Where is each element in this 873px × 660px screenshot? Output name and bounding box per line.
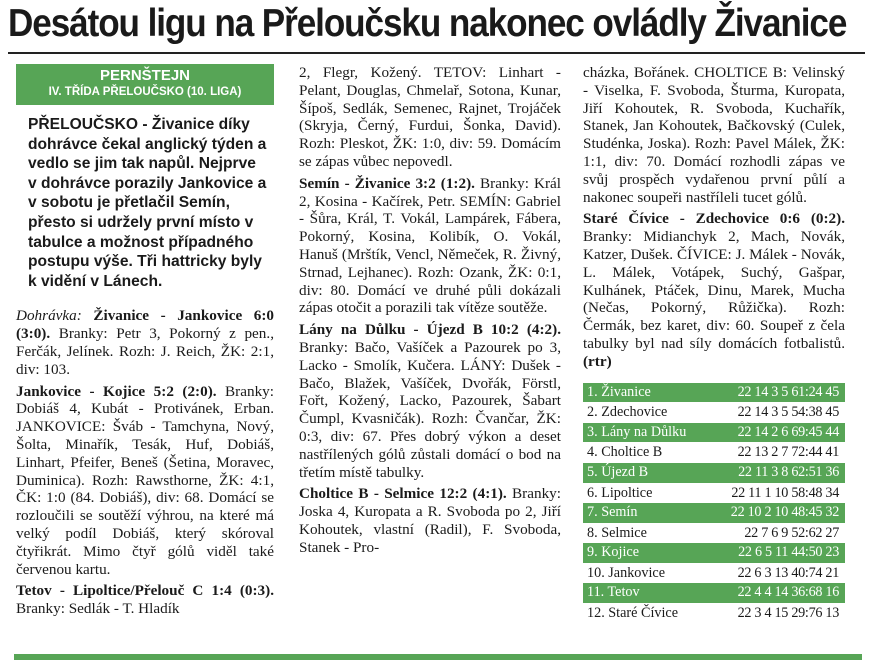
standings-stats: 22 13 2 7 72:44 41 (737, 444, 839, 461)
standings-stats: 22 14 2 6 69:45 44 (717, 423, 845, 443)
standings-row (583, 503, 845, 523)
standings-team: 11. Tetov (583, 583, 717, 603)
standings-row (583, 403, 845, 423)
standings-team: 9. Kojice (583, 543, 717, 563)
standings-row (583, 563, 845, 583)
standings-team: 12. Staré Čívice (587, 605, 679, 622)
section-box (16, 64, 274, 105)
match-head: Tetov - Lipoltice/Přelouč C 1:4 (0:3). (16, 582, 274, 600)
standings-team: 6. Lipoltice (587, 484, 653, 501)
author-tag: (rtr) (583, 352, 612, 370)
standings-stats: 22 3 4 15 29:76 13 (737, 605, 839, 622)
match-report (299, 321, 561, 481)
standings-stats: 22 11 1 10 58:48 34 (731, 484, 839, 501)
match-body-continued: cházka, Bořánek. CHOLTICE B: Velinský - Viselka, F. Svoboda, Šturma, Kuropata, Jiří Kohoutek, R. Svoboda, Kuchařík, Stanek, Jan Kohoutek, Bačkovský (Culek, Studénka, Joska). Rozh: Pavel Málek, ŽK: 1:1, div: 70. Domácí rozhodli zápas ve svůj prospěch vydařenou první půlí a nakonec soupeři nastříleli tucet gólů. (583, 64, 845, 206)
match-body: Branky: Dobiáš 4, Kubát - Protivánek, Erban. JANKOVICE: Šváb - Tamchyna, Nový, Šolta, Minařík, Tesák, Huf, Dobiáš, Linhart, Pfeifer, Beneš (Šetina, Moravec, Duminica). Rozh: Rawsthorne, ŽK: 4:1, ČK: 1:0 (84. Dobiáš), div: 68. Domácí se rozloučili se soutěží výhrou, na které má velký podíl Dobiáš, který skóroval čtyřikrát. Mimo čtyř gólů viděl také červenou kartu. (16, 382, 274, 578)
standings-stats: 22 6 3 13 40:74 21 (737, 564, 839, 581)
match-head: Semín - Živanice 3:2 (1:2). (299, 174, 475, 192)
standings-row (583, 583, 845, 603)
match-report (16, 582, 274, 618)
standings-stats: 22 7 6 9 52:62 27 (744, 524, 839, 541)
match-head: Živanice - Jankovice 6:0 (3:0). (16, 307, 274, 343)
bottom-bar (14, 654, 862, 660)
standings-row (583, 463, 845, 483)
standings-stats: 22 11 3 8 62:51 36 (717, 463, 845, 483)
match-body-continued: 2, Flegr, Kožený. TETOV: Linhart - Pelant, Douglas, Chmelař, Sotona, Kunar, Šípoš, Sedlák, Semenec, Rajnet, Trojáček (Skryja, Černý, Furdui, Šonka, David). Rozh: Pleskot, ŽK: 1:0, div: 59. Domácím se zápas vůbec nepovedl. (299, 64, 561, 170)
match-body: Branky: Bačo, Vašíček a Pazourek po 3, Lacko - Smolík, Kučera. LÁNY: Dušek - Bačo, Blažek, Vašíček, Dvořák, Förstl, Fořt, Kožený, Lacko, Pazourek, Šabart Čumpl, Kvasničák). Rozh: Čvančar, ŽK: 0:3, div: 67. Přes dobrý výkon a deset nastřílených gólů zůstali domácí o bod na třetím místě tabulky. (299, 338, 561, 481)
match-report (16, 383, 274, 579)
standings-row (583, 523, 845, 543)
headline: Desátou ligu na Přeloučsku nakonec ovládly Živanice (8, 2, 847, 45)
standings-row (583, 383, 845, 403)
match-report (299, 175, 561, 317)
standings-team: 4. Choltice B (587, 444, 663, 461)
standings-stats: 22 10 2 10 48:45 32 (717, 503, 845, 523)
match-body: Branky: Sedlák - T. Hladík (16, 600, 180, 618)
lead-paragraph: PŘELOUČSKO - Živanice díky dohrávce čekal anglický týden a vedlo se jim tak napůl. Nejprve v dohrávce porazily Jankovice a v sobotu je přetlačil Semín, přesto si udržely první místo v tabulce a možnost případného postupu výše. Tři hattricky byly k vidění v Lánech. (28, 116, 267, 290)
standings-row (583, 604, 845, 624)
match-head: Choltice B - Selmice 12:2 (4:1). (299, 485, 507, 503)
standings-row (583, 423, 845, 443)
section-name: PERNŠTEJN (99, 67, 191, 84)
standings-team: 8. Selmice (587, 524, 647, 541)
match-body: Branky: Midianchyk 2, Mach, Novák, Katzer, Dušek. ČÍVICE: J. Málek - Novák, L. Málek, Votápek, Suchý, Gašpar, Kulhánek, Ptáček, Dinu, Marek, Mucha (Nečas, Pokorný, Růžička). Rozh: Čermák, bez karet, div: 60. Soupeř z čela tabulky byl nad síly domácích fotbalistů. (583, 228, 845, 352)
section-league: IV. TŘÍDA PŘELOUČSKO (10. LIGA) (48, 86, 242, 98)
match-body: Branky: Joska 4, Kuropata a R. Svoboda po 2, Jiří Kohoutek, vlastní (Radil), F. Svoboda, Stanek - Pro- (299, 485, 561, 556)
standings-stats: 22 6 5 11 44:50 23 (717, 543, 845, 563)
standings-table (583, 383, 845, 624)
match-head: Staré Čívice - Zdechovice 0:6 (0:2). (583, 210, 845, 228)
standings-row (583, 483, 845, 503)
standings-team: 1. Živanice (583, 383, 717, 403)
standings-stats: 22 4 4 14 36:68 16 (717, 583, 845, 603)
standings-row (583, 543, 845, 563)
standings-team: 2. Zdechovice (587, 404, 668, 421)
match-head: Jankovice - Kojice 5:2 (2:0). (16, 382, 217, 400)
column-1 (16, 64, 274, 618)
match-report (583, 210, 845, 370)
standings-team: 3. Lány na Důlku (583, 423, 717, 443)
column-3 (583, 64, 845, 624)
match-body: Branky: Petr 3, Pokorný z pen., Ferčák, Jelínek. Rozh: J. Reich, ŽK: 2:1, div: 103. (16, 325, 274, 378)
match-report (299, 485, 561, 556)
standings-team: 7. Semín (583, 503, 717, 523)
headline-rule (8, 52, 865, 54)
match-head: Lány na Důlku - Újezd B 10:2 (4:2). (299, 321, 561, 339)
standings-team: 10. Jankovice (587, 564, 666, 581)
standings-stats: 22 14 3 5 61:24 45 (717, 383, 845, 403)
match-body: Branky: Král 2, Kosina - Kačírek, Petr. SEMÍN: Gabriel - Šůra, Král, T. Vokál, Lampárek, Fábera, Pokorný, Kosina, Kolibík, O. Vokál, Hanuš (Mrštík, Vencl, Němeček, R. Živný, Strnad, Lejhanec). Rozh: Ozank, ŽK: 0:1, div: 80. Domácí ve druhé půli dokázali zápas otočit a porazili tak vítěze soutěže. (299, 174, 561, 317)
column-2 (299, 64, 561, 557)
match-report (16, 307, 274, 378)
standings-stats: 22 14 3 5 54:38 45 (737, 404, 839, 421)
standings-row (583, 443, 845, 463)
match-head-italic: Dohrávka: (16, 307, 82, 325)
standings-team: 5. Újezd B (583, 463, 717, 483)
